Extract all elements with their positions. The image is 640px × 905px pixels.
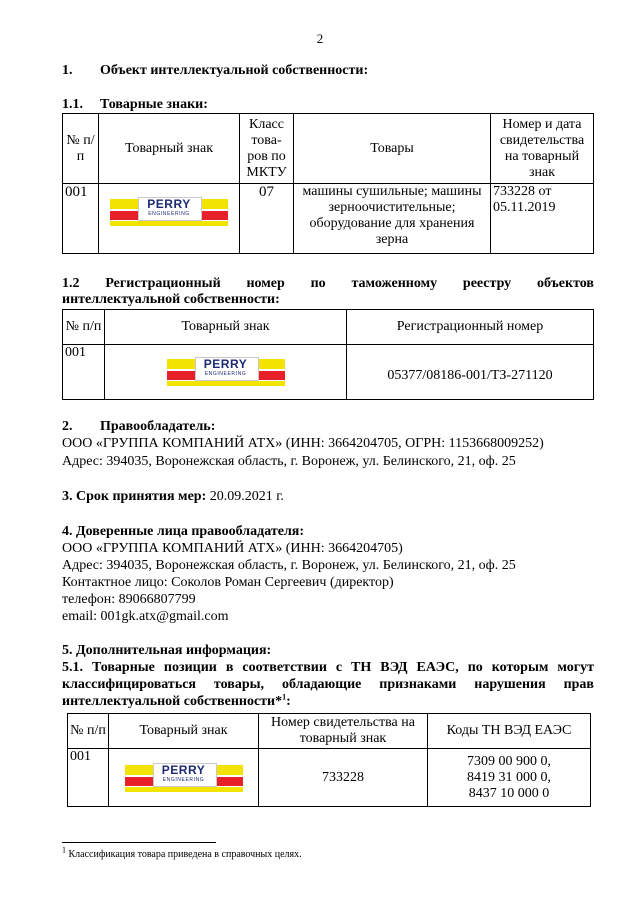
code-2: 8419 31 000 0, xyxy=(467,769,551,785)
trademark-logo-cell xyxy=(105,345,347,400)
perry-engineering-logo xyxy=(125,763,243,793)
table-header-row xyxy=(68,714,591,749)
header-cell-number: № п/п xyxy=(68,714,109,749)
table-row xyxy=(63,184,594,254)
row-certificate: 733228 xyxy=(259,749,428,807)
measures-term-label: 3. Срок принятия мер: xyxy=(62,489,207,504)
trustee-name: ООО «ГРУППА КОМПАНИЙ АТХ» (ИНН: 3664204705) xyxy=(62,541,403,556)
section-5-1-line3-colon: : xyxy=(286,694,291,709)
row-number: 001 xyxy=(63,184,99,254)
header-cell-registration-number: Регистрационный номер xyxy=(347,310,594,345)
header-cell-number: № п/п xyxy=(63,310,105,345)
contact-email: email: 001gk.atx@gmail.com xyxy=(62,609,229,624)
section-2-heading xyxy=(62,419,215,435)
footnote-text: Классификация товара приведена в справочных целях. xyxy=(66,849,302,860)
rights-holder-address: Адрес: 394035, Воронежская область, г. Воронеж, ул. Белинского, 21, оф. 25 xyxy=(62,454,516,469)
logo-word: PERRY xyxy=(161,762,206,777)
row-class: 07 xyxy=(240,184,294,254)
footnote-divider xyxy=(62,842,216,843)
logo-subtitle: ENGINEERING xyxy=(162,776,205,783)
section-1-number: 1. xyxy=(62,63,73,78)
header-cell-codes: Коды ТН ВЭД ЕАЭС xyxy=(428,714,591,749)
header-cell-number: № п/п xyxy=(63,114,99,184)
logo-subtitle: ENGINEERING xyxy=(148,210,190,217)
logo-subtitle: ENGINEERING xyxy=(204,371,247,377)
table-header-row xyxy=(63,114,594,184)
row-certificate: 733228 от 05.11.2019 xyxy=(491,184,594,254)
code-3: 8437 10 000 0 xyxy=(468,785,550,801)
code-1: 7309 00 900 0, xyxy=(467,753,551,769)
section-1-2-title-line1: 1.2 Регистрационный номер по таможенному реестру объектов xyxy=(62,276,594,291)
table-header-row xyxy=(63,310,594,345)
trademark-logo-cell xyxy=(99,184,240,254)
trademark-logo-cell xyxy=(109,749,259,807)
logo-word: PERRY xyxy=(147,196,191,211)
measures-term xyxy=(62,489,284,505)
section-5-1-line2: классифицироваться товары, обладающие признаками нарушения прав xyxy=(62,677,594,692)
perry-engineering-logo xyxy=(167,357,285,387)
contact-phone: телефон: 89066807799 xyxy=(62,592,196,607)
header-cell-certificate: Номер свидетельства на товарный знак xyxy=(259,714,428,749)
trustee-address: Адрес: 394035, Воронежская область, г. Воронеж, ул. Белинского, 21, оф. 25 xyxy=(62,558,516,573)
header-cell-trademark: Товарный знак xyxy=(99,114,240,184)
trademarks-table xyxy=(62,113,594,254)
footnote-ref: 1 xyxy=(282,692,287,702)
section-5-1-line1: 5.1. Товарные позиции в соответствии с ТН ВЭД ЕАЭС, по которым могут xyxy=(62,660,594,675)
row-number: 001 xyxy=(63,345,105,400)
section-5-1-line3-text: интеллектуальной собственности* xyxy=(62,694,283,709)
header-cell-class: Класс това-ров по МКТУ xyxy=(240,114,294,184)
row-goods: машины сушильные; машины зерноочистительные; оборудование для хранения зерна xyxy=(294,184,491,254)
row-registration-number: 05377/08186-001/ТЗ-271120 xyxy=(347,345,594,400)
contact-person: Контактное лицо: Соколов Роман Сергеевич (директор) xyxy=(62,575,394,590)
section-1-heading xyxy=(62,63,368,79)
rights-holder-name: ООО «ГРУППА КОМПАНИЙ АТХ» (ИНН: 3664204705, ОГРН: 1153668009252) xyxy=(62,436,544,451)
section-1-2-title-line2: интеллектуальной собственности: xyxy=(62,292,280,307)
header-cell-trademark: Товарный знак xyxy=(105,310,347,345)
section-5-title: 5. Дополнительная информация: xyxy=(62,643,272,658)
row-codes xyxy=(428,749,591,807)
header-cell-trademark: Товарный знак xyxy=(109,714,259,749)
header-cell-certificate: Номер и дата свидетельства на товарный знак xyxy=(491,114,594,184)
section-1-1-title: Товарные знаки: xyxy=(100,97,208,112)
customs-registry-table xyxy=(62,309,594,400)
section-1-title: Объект интеллектуальной собственности: xyxy=(100,63,369,78)
section-1-1-heading xyxy=(62,97,208,113)
table-row xyxy=(68,749,591,807)
header-cell-goods: Товары xyxy=(294,114,491,184)
perry-engineering-logo xyxy=(110,197,228,227)
section-2-number: 2. xyxy=(62,419,73,434)
row-number: 001 xyxy=(68,749,109,807)
page-number: 2 xyxy=(316,31,324,46)
section-2-title: Правообладатель: xyxy=(100,419,216,434)
measures-term-value: 20.09.2021 г. xyxy=(206,489,284,504)
customs-codes-table xyxy=(67,713,591,807)
footnote-number: 1 xyxy=(62,845,66,855)
section-5-1-line3 xyxy=(62,694,291,710)
table-row xyxy=(63,345,594,400)
section-4-title: 4. Доверенные лица правообладателя: xyxy=(62,524,305,539)
footnote xyxy=(62,845,302,860)
section-1-1-number: 1.1. xyxy=(62,97,83,112)
logo-word: PERRY xyxy=(203,357,248,371)
